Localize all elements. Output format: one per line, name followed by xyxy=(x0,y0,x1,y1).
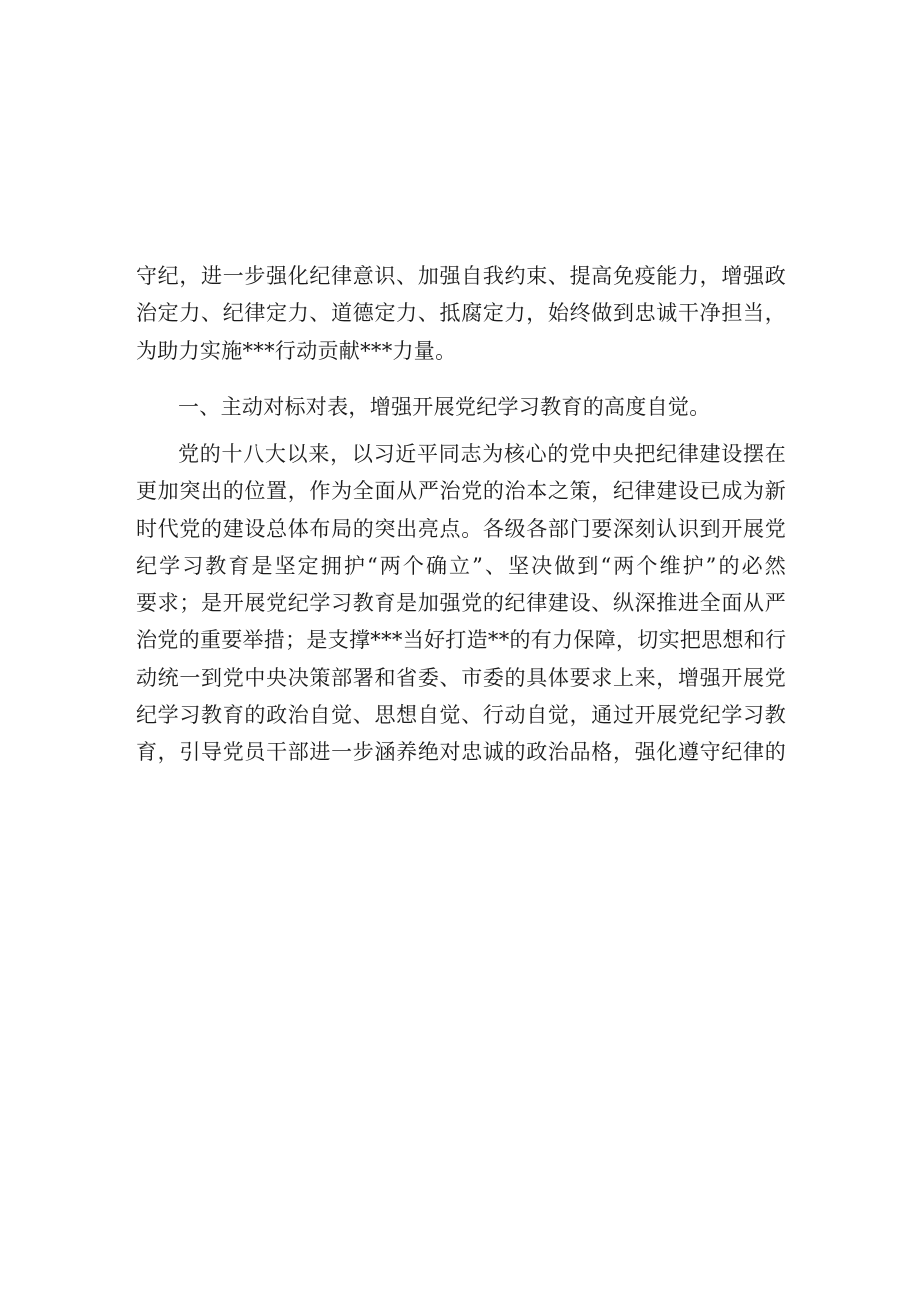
text-line: 党的十八大以来，以习近平同志为核心的党中央把纪律建设摆在 xyxy=(178,442,786,466)
text-line: 时代党的建设总体布局的突出亮点。各级各部门要深刻认识到开展党 xyxy=(136,516,786,541)
text-line: 动统一到党中央决策部署和省委、市委的具体要求上来，增强开展党 xyxy=(136,665,786,690)
text-line: 育，引导党员干部进一步涵养绝对忠诚的政治品格，强化遵守纪律的 xyxy=(136,740,786,765)
text-line: 更加突出的位置，作为全面从严治党的治本之策，纪律建设已成为新 xyxy=(136,479,786,504)
text-line: 要求；是开展党纪学习教育是加强党的纪律建设、纵深推进全面从严 xyxy=(136,591,786,616)
heading-text: 一、主动对标对表，增强开展党纪学习教育的高度自觉。 xyxy=(178,395,711,419)
body-paragraph xyxy=(136,436,786,772)
text-line: 纪学习教育的政治自觉、思想自觉、行动自觉，通过开展党纪学习教 xyxy=(136,703,786,728)
text-line: 守纪，进一步强化纪律意识、加强自我约束、提高免疫能力，增强政 xyxy=(136,264,786,288)
intro-paragraph xyxy=(136,258,786,370)
text-line: 为助力实施***行动贡献***力量。 xyxy=(136,338,457,363)
section-heading xyxy=(136,389,786,426)
text-line: 治党的重要举措；是支撑***当好打造**的有力保障，切实把思想和行 xyxy=(136,628,787,653)
text-line: 纪学习教育是坚定拥护“两个确立”、坚决做到“两个维护”的必然 xyxy=(136,553,786,578)
text-line: 治定力、纪律定力、道德定力、抵腐定力，始终做到忠诚干净担当， xyxy=(136,301,786,326)
